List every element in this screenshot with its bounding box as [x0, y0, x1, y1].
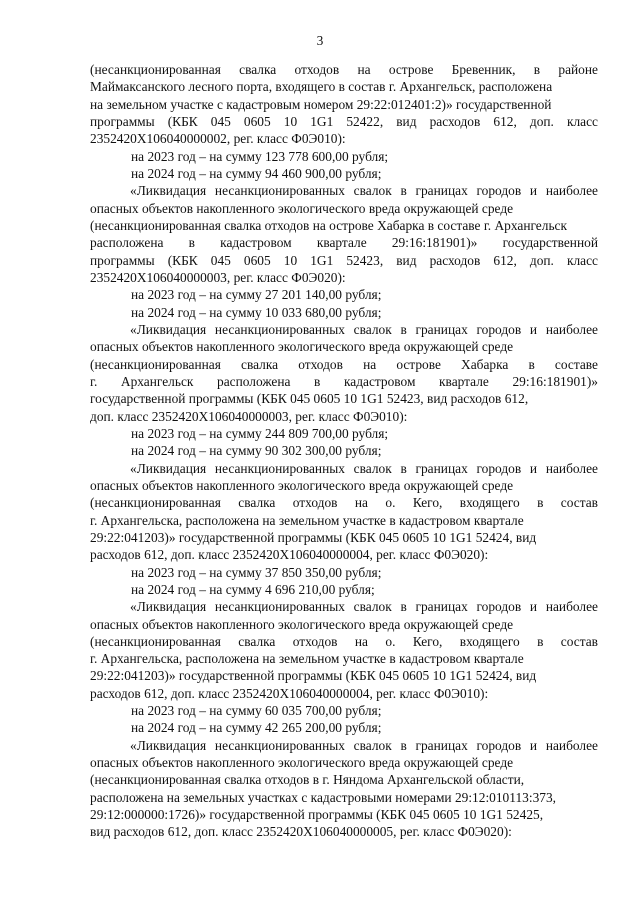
amount-line: на 2024 год – на сумму 42 265 200,00 рубля; [131, 720, 382, 736]
amount-line: на 2024 год – на сумму 94 460 900,00 рубля; [131, 165, 382, 181]
text-line: опасных объектов накопленного экологического вреда окружающей среде [90, 477, 514, 493]
text-line: вид расходов 612, доп. класс 2352420Х106040000005, рег. класс Ф0Э020): [90, 824, 512, 840]
text-line: расходов 612, доп. класс 2352420Х106040000004, рег. класс Ф0Э010): [90, 685, 489, 701]
text-line: 2352420Х106040000003, рег. класс Ф0Э020): [90, 269, 346, 285]
text-line: г. Архангельск расположена в кадастровом квартале 29:16:181901)» [90, 373, 598, 389]
amount-line: на 2024 год – на сумму 90 302 300,00 рубля; [131, 443, 382, 459]
text-line: расположена на земельных участках с кадастровыми номерами 29:12:010113:373, [90, 789, 556, 805]
amount-line: на 2024 год – на сумму 10 033 680,00 рубля; [131, 304, 382, 320]
text-line: государственной программы (КБК 045 0605 10 1G1 52423, вид расходов 612, [90, 391, 529, 407]
amount-line: на 2023 год – на сумму 37 850 350,00 рубля; [131, 564, 382, 580]
text-line: опасных объектов накопленного экологического вреда окружающей среде [90, 200, 514, 216]
text-line: 29:22:041203)» государственной программы (КБК 045 0605 10 1G1 52424, вид [90, 668, 537, 684]
text-line: (несанкционированная свалка отходов на острове Бревенник, в районе [90, 62, 598, 77]
text-line: Маймаксанского лесного порта, входящего в состав г. Архангельск, расположена [90, 79, 553, 95]
amount-line: на 2023 год – на сумму 27 201 140,00 рубля; [131, 287, 382, 303]
text-line: г. Архангельска, расположена на земельном участке в кадастровом квартале [90, 651, 524, 667]
text-line: 29:22:041203)» государственной программы (КБК 045 0605 10 1G1 52424, вид [90, 529, 537, 545]
text-line: доп. класс 2352420Х106040000003, рег. класс Ф0Э010): [90, 408, 408, 424]
text-line: «Ликвидация несанкционированных свалок в границах городов и наиболее [130, 599, 598, 615]
text-line: «Ликвидация несанкционированных свалок в границах городов и наиболее [130, 737, 598, 753]
text-line: опасных объектов накопленного экологического вреда окружающей среде [90, 339, 514, 355]
text-line: г. Архангельска, расположена на земельном участке в кадастровом квартале [90, 512, 524, 528]
text-line: опасных объектов накопленного экологического вреда окружающей среде [90, 616, 514, 632]
amount-line: на 2023 год – на сумму 60 035 700,00 рубля; [131, 703, 382, 719]
text-line: программы (КБК 045 0605 10 1G1 52422, вид расходов 612, доп. класс [90, 113, 598, 129]
text-line: (несанкционированная свалка отходов на о. Кего, входящего в состав [90, 495, 598, 511]
text-line: 2352420Х106040000002, рег. класс Ф0Э010): [90, 131, 346, 147]
text-line: «Ликвидация несанкционированных свалок в границах городов и наиболее [130, 321, 598, 337]
text-line: «Ликвидация несанкционированных свалок в границах городов и наиболее [130, 460, 598, 476]
amount-line: на 2024 год – на сумму 4 696 210,00 рубля; [131, 581, 375, 597]
text-line: программы (КБК 045 0605 10 1G1 52423, вид расходов 612, доп. класс [90, 252, 598, 268]
amount-line: на 2023 год – на сумму 123 778 600,00 рубля; [131, 148, 389, 164]
amount-line: на 2023 год – на сумму 244 809 700,00 рубля; [131, 425, 389, 441]
text-line: расположена в кадастровом квартале 29:16:181901)» государственной [90, 235, 598, 251]
text-line: на земельном участке с кадастровым номером 29:22:012401:2)» государственной [90, 96, 552, 112]
page-number: 3 [316, 33, 324, 48]
text-line: (несанкционированная свалка отходов в г. Няндома Архангельской области, [90, 772, 525, 788]
text-line: «Ликвидация несанкционированных свалок в границах городов и наиболее [130, 183, 598, 199]
text-line: расходов 612, доп. класс 2352420Х106040000004, рег. класс Ф0Э020): [90, 547, 489, 563]
text-line: 29:12:000000:1726)» государственной программы (КБК 045 0605 10 1G1 52425, [90, 807, 544, 823]
text-line: (несанкционированная свалка отходов на острове Хабарка в составе г. Архангельск [90, 217, 567, 233]
text-line: опасных объектов накопленного экологического вреда окружающей среде [90, 755, 514, 771]
document-body [90, 61, 598, 841]
text-line: (несанкционированная свалка отходов на острове Хабарка в составе [90, 356, 598, 372]
text-line: (несанкционированная свалка отходов на о. Кего, входящего в состав [90, 633, 598, 649]
